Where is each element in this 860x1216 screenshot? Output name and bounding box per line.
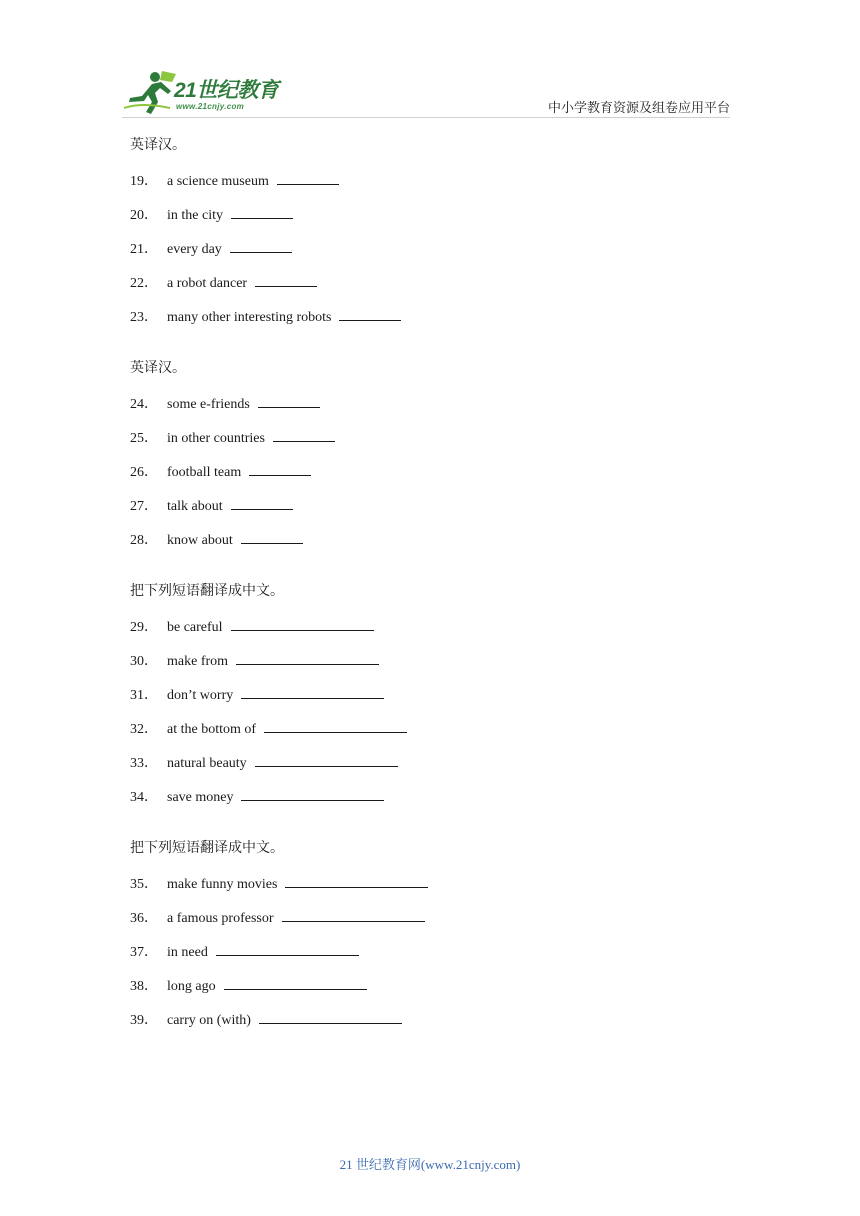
item-phrase: long ago <box>167 979 216 994</box>
item-phrase: make from <box>167 654 229 669</box>
exercise-item <box>130 873 750 893</box>
item-phrase: at the bottom of <box>167 722 257 737</box>
item-phrase: a science museum <box>167 174 269 189</box>
exercise-section <box>130 359 750 549</box>
item-phrase: don’t worry <box>167 688 234 703</box>
answer-blank[interactable] <box>273 427 335 442</box>
exercise-item <box>130 461 750 481</box>
header-tagline: 中小学教育资源及组卷应用平台 <box>547 100 730 115</box>
exercise-item <box>130 393 750 413</box>
item-phrase: know about <box>167 533 233 548</box>
answer-blank[interactable] <box>277 170 339 185</box>
item-number: 25． <box>130 431 158 446</box>
item-phrase: natural beauty <box>167 756 247 771</box>
exercise-item <box>130 616 750 636</box>
item-number: 24． <box>130 397 158 412</box>
running-figure-icon <box>122 68 178 116</box>
item-number: 21． <box>130 242 158 257</box>
item-number: 23． <box>130 310 158 325</box>
exercise-section <box>130 582 750 806</box>
item-number: 20． <box>130 208 158 223</box>
item-phrase: football team <box>167 465 242 480</box>
item-number: 35． <box>130 877 158 892</box>
answer-blank[interactable] <box>231 616 374 631</box>
item-phrase: every day <box>167 242 222 257</box>
item-phrase: many other interesting robots <box>167 310 332 325</box>
item-number: 19． <box>130 174 158 189</box>
answer-blank[interactable] <box>236 650 379 665</box>
page-footer: 21 世纪教育网(www.21cnjy.com) <box>339 1157 521 1172</box>
item-number: 27． <box>130 499 158 514</box>
answer-blank[interactable] <box>231 204 293 219</box>
section-title: 英译汉。 <box>130 138 186 153</box>
exercise-section <box>130 839 750 1029</box>
exercise-content <box>130 136 750 1062</box>
exercise-item <box>130 650 750 670</box>
exercise-item <box>130 529 750 549</box>
answer-blank[interactable] <box>241 529 303 544</box>
item-number: 32． <box>130 722 158 737</box>
answer-blank[interactable] <box>255 752 398 767</box>
exercise-item <box>130 495 750 515</box>
answer-blank[interactable] <box>285 873 428 888</box>
answer-blank[interactable] <box>224 975 367 990</box>
logo-url: www.21cnjy.com <box>176 102 245 111</box>
item-number: 22． <box>130 276 158 291</box>
item-phrase: a robot dancer <box>167 276 248 291</box>
answer-blank[interactable] <box>230 238 292 253</box>
item-phrase: in the city <box>167 208 223 223</box>
section-title: 把下列短语翻译成中文。 <box>130 584 284 599</box>
item-phrase: some e-friends <box>167 397 250 412</box>
exercise-item <box>130 427 750 447</box>
item-phrase: a famous professor <box>167 911 274 926</box>
item-phrase: carry on (with) <box>167 1013 251 1028</box>
exercise-item <box>130 718 750 738</box>
brand-logo <box>122 68 292 116</box>
item-phrase: make funny movies <box>167 877 278 892</box>
item-phrase: be careful <box>167 620 223 635</box>
exercise-item <box>130 306 750 326</box>
item-number: 29． <box>130 620 158 635</box>
exercise-item <box>130 272 750 292</box>
item-number: 34． <box>130 790 158 805</box>
answer-blank[interactable] <box>258 393 320 408</box>
answer-blank[interactable] <box>339 306 401 321</box>
item-number: 30． <box>130 654 158 669</box>
item-number: 26． <box>130 465 158 480</box>
answer-blank[interactable] <box>264 718 407 733</box>
item-phrase: save money <box>167 790 234 805</box>
item-phrase: in need <box>167 945 208 960</box>
exercise-item <box>130 238 750 258</box>
answer-blank[interactable] <box>241 684 384 699</box>
answer-blank[interactable] <box>259 1009 402 1024</box>
item-phrase: in other countries <box>167 431 265 446</box>
logo-text: 21世纪教育 <box>174 79 279 102</box>
item-number: 38． <box>130 979 158 994</box>
answer-blank[interactable] <box>231 495 293 510</box>
exercise-item <box>130 170 750 190</box>
header-divider <box>122 117 730 118</box>
exercise-item <box>130 975 750 995</box>
item-number: 37． <box>130 945 158 960</box>
item-number: 36． <box>130 911 158 926</box>
item-number: 39． <box>130 1013 158 1028</box>
item-phrase: talk about <box>167 499 223 514</box>
item-number: 33． <box>130 756 158 771</box>
item-number: 31． <box>130 688 158 703</box>
exercise-item <box>130 684 750 704</box>
exercise-section <box>130 136 750 326</box>
exercise-item <box>130 204 750 224</box>
answer-blank[interactable] <box>216 941 359 956</box>
section-title: 把下列短语翻译成中文。 <box>130 841 284 856</box>
answer-blank[interactable] <box>282 907 425 922</box>
answer-blank[interactable] <box>241 786 384 801</box>
section-title: 英译汉。 <box>130 361 186 376</box>
answer-blank[interactable] <box>249 461 311 476</box>
item-number: 28． <box>130 533 158 548</box>
exercise-item <box>130 786 750 806</box>
exercise-item <box>130 1009 750 1029</box>
exercise-item <box>130 907 750 927</box>
page-header <box>0 0 860 120</box>
exercise-item <box>130 941 750 961</box>
exercise-item <box>130 752 750 772</box>
answer-blank[interactable] <box>255 272 317 287</box>
